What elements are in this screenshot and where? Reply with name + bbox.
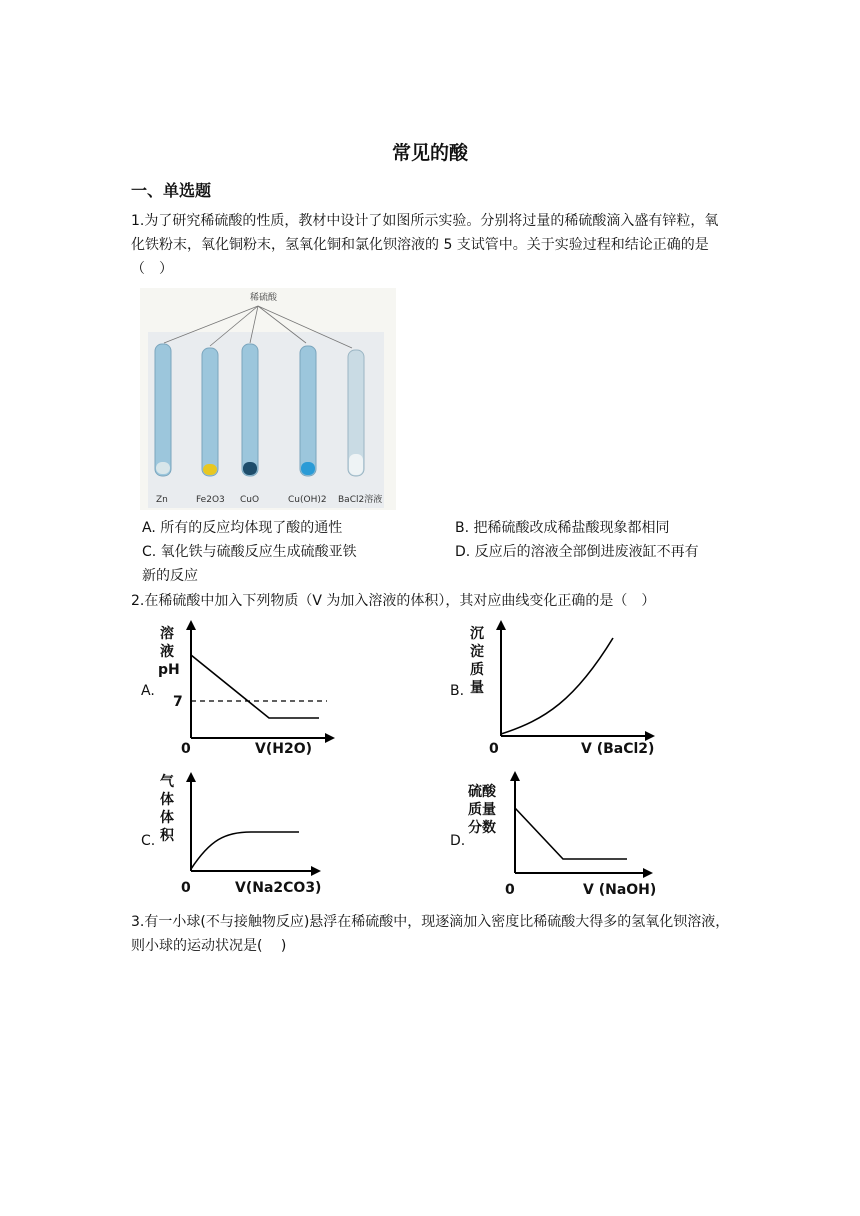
q1-option-a[interactable]: A. 所有的反应均体现了酸的通性 <box>142 520 343 536</box>
q2-option-d[interactable]: D. <box>450 833 466 849</box>
acid-label: 稀硫酸 <box>250 293 278 303</box>
question-3-text: 3.有一小球(不与接触物反应)悬浮在稀硫酸中，现逐滴加入密度比稀硫酸大得多的氢氧化钡溶液，则小球的运动状况是( ) <box>131 914 730 954</box>
page-title: 常见的酸 <box>391 142 468 164</box>
q1-option-c[interactable]: C. 氧化铁与硫酸反应生成硫酸亚铁 <box>142 544 357 560</box>
chart-b <box>465 620 665 760</box>
chart-c-xlabel: V(Na2CO3) <box>235 880 322 896</box>
chart-b-ylabel-4: 量 <box>470 680 484 696</box>
tube-label-fe2o3: Fe2O3 <box>196 495 225 505</box>
test-tubes-figure <box>140 288 396 510</box>
chart-d-curve <box>515 808 627 859</box>
chart-d-origin: 0 <box>505 882 515 898</box>
chart-b-curve <box>501 638 613 734</box>
chart-a-origin: 0 <box>181 741 191 757</box>
chart-b-ylabel-1: 沉 <box>470 626 484 642</box>
chart-d-ylabel-1: 硫酸 <box>468 784 496 800</box>
question-1-text: 1.为了研究稀硫酸的性质，教材中设计了如图所示实验。分别将过量的稀硫酸滴入盛有锌粒，氧化铁粉末，氧化铜粉末，氢氧化铜和氯化钡溶液的 5 支试管中。关于实验过程和结论正确的是（ ） <box>131 213 719 277</box>
section-heading: 一、单选题 <box>131 181 212 200</box>
chart-b-xlabel: V (BaCl2) <box>581 741 655 757</box>
chart-d-xlabel: V (NaOH) <box>583 882 657 898</box>
chart-a <box>155 620 345 760</box>
chart-a-ylabel-3: pH <box>158 662 180 678</box>
question-2-text: 2.在稀硫酸中加入下列物质（V 为加入溶液的体积），其对应曲线变化正确的是（ ） <box>131 593 656 609</box>
chart-c-ylabel-2: 体 <box>160 792 174 808</box>
q2-option-a[interactable]: A. <box>141 683 155 699</box>
chart-b-ylabel-3: 质 <box>470 662 484 678</box>
chart-c-ylabel-3: 体 <box>160 810 174 826</box>
chart-c-ylabel-1: 气 <box>160 774 174 790</box>
chart-a-curve <box>191 655 319 718</box>
chart-a-tick-7: 7 <box>173 694 183 710</box>
chart-b-origin: 0 <box>489 741 499 757</box>
tube-label-zn: Zn <box>156 495 168 505</box>
q1-option-d[interactable]: D. 反应后的溶液全部倒进废液缸不再有 <box>455 544 699 560</box>
chart-a-ylabel-2: 液 <box>160 644 174 660</box>
q2-option-b[interactable]: B. <box>450 683 465 699</box>
chart-c-curve <box>191 832 299 869</box>
chart-d <box>465 768 665 902</box>
tube-label-bacl2: BaCl2溶液 <box>338 495 383 505</box>
chart-b-ylabel-2: 淀 <box>470 644 484 660</box>
q1-option-d-cont: 新的反应 <box>142 568 198 584</box>
chart-a-xlabel: V(H2O) <box>255 741 312 757</box>
chart-c-origin: 0 <box>181 880 191 896</box>
chart-c <box>155 770 355 900</box>
q2-option-c[interactable]: C. <box>141 833 156 849</box>
tube-label-cuo: CuO <box>240 495 260 505</box>
chart-d-ylabel-3: 分数 <box>468 820 496 836</box>
q1-option-b[interactable]: B. 把稀硫酸改成稀盐酸现象都相同 <box>455 520 670 536</box>
chart-d-ylabel-2: 质量 <box>468 802 496 818</box>
chart-a-ylabel-1: 溶 <box>160 626 174 642</box>
tube-label-cuoh2: Cu(OH)2 <box>288 495 327 505</box>
chart-c-ylabel-4: 积 <box>160 828 174 844</box>
